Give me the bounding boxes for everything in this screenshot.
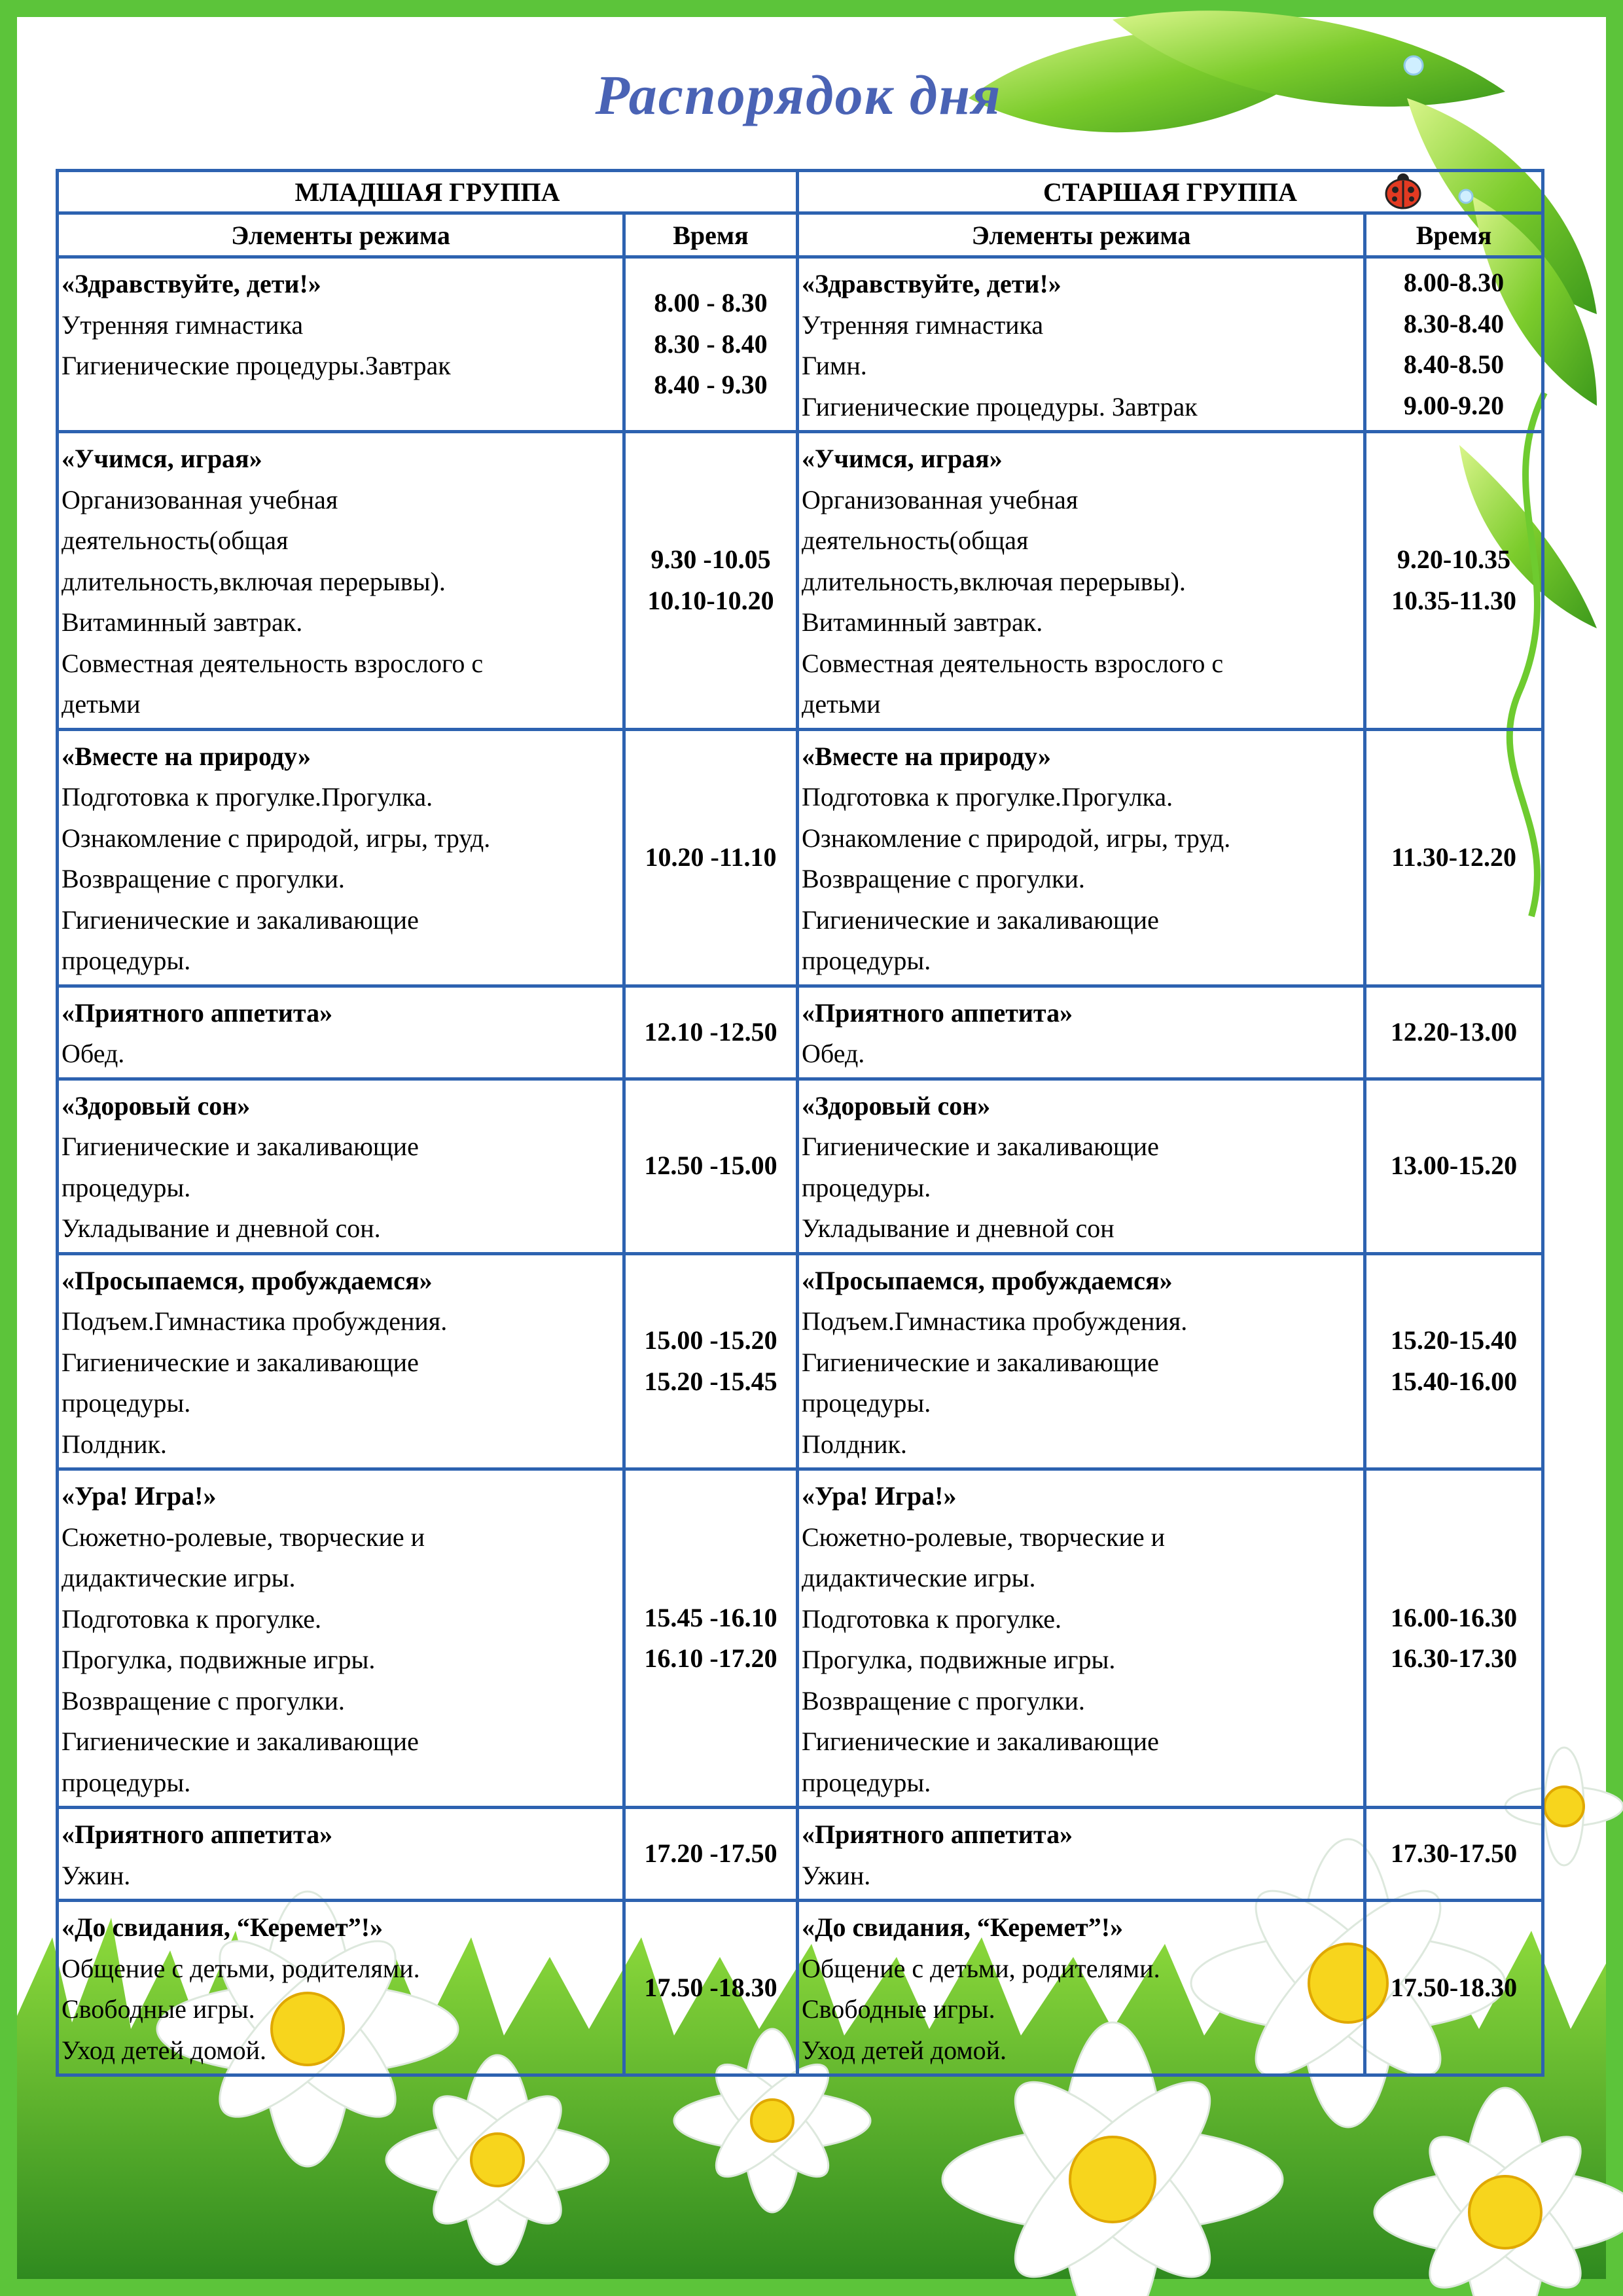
ladybug-icon: [1383, 173, 1423, 209]
activity-line: Гигиенические и закаливающие: [62, 1347, 419, 1377]
senior-time-cell: [1365, 986, 1543, 1079]
activity-heading: «До свидания, “Керемет”!»: [802, 1912, 1124, 1942]
senior-activity-cell: [798, 1469, 1365, 1808]
activity-line: Подъем.Гимнастика пробуждения.: [802, 1306, 1188, 1336]
activity-heading: «Здоровый сон»: [62, 1090, 251, 1121]
junior-time-cell: [624, 729, 798, 986]
junior-activity-cell: [58, 1808, 624, 1901]
time-range: 8.00 - 8.30: [654, 288, 768, 318]
activity-heading: «Вместе на природу»: [62, 741, 312, 771]
activity-line: Гигиенические и закаливающие: [802, 1727, 1159, 1756]
activity-line: Сюжетно-ролевые, творческие и: [62, 1522, 425, 1552]
activity-heading: «Приятного аппетита»: [802, 997, 1073, 1028]
schedule-body: [58, 257, 1543, 2075]
activity-line: Гигиенические и закаливающие: [802, 905, 1159, 935]
activity-line: Подготовка к прогулке.: [62, 1604, 322, 1634]
junior-time-cell: [624, 1079, 798, 1253]
time-range: 10.20 -11.10: [645, 842, 777, 872]
table-row: [58, 257, 1543, 432]
activity-heading: «Здравствуйте, дети!»: [62, 269, 321, 298]
activity-line: дидактические игры.: [62, 1563, 296, 1592]
activity-heading: «Просыпаемся, пробуждаемся»: [62, 1265, 433, 1295]
activity-heading: «Просыпаемся, пробуждаемся»: [802, 1265, 1173, 1295]
senior-activity-cell: [798, 432, 1365, 730]
junior-time-cell: [624, 257, 798, 432]
time-range: 16.10 -17.20: [644, 1643, 777, 1673]
activity-line: Укладывание и дневной сон: [802, 1213, 1115, 1243]
activity-line: детьми: [802, 689, 881, 719]
senior-time-cell: [1365, 729, 1543, 986]
time-range: 12.50 -15.00: [644, 1151, 777, 1181]
activity-line: Гигиенические и закаливающие: [802, 1132, 1159, 1161]
activity-heading: «Учимся, играя»: [802, 444, 1003, 473]
activity-line: Уход детей домой.: [802, 2035, 1007, 2065]
junior-time-cell: [624, 1901, 798, 2075]
time-range: 8.00-8.30: [1403, 268, 1505, 297]
activity-line: Общение с детьми, родителями.: [802, 1953, 1160, 1983]
table-row: [58, 986, 1543, 1079]
activity-line: Уход детей домой.: [62, 2035, 267, 2065]
activity-line: длительность,включая перерывы).: [62, 566, 446, 596]
activity-line: Обед.: [802, 1039, 865, 1068]
activity-line: Витаминный завтрак.: [62, 607, 303, 637]
senior-elements-header: Элементы режима: [798, 213, 1365, 257]
table-row: [58, 1253, 1543, 1469]
junior-time-cell: [624, 1253, 798, 1469]
table-row: [58, 1901, 1543, 2075]
activity-line: Гимн.: [802, 351, 867, 380]
senior-time-cell: [1365, 257, 1543, 432]
activity-heading: «Ура! Игра!»: [62, 1481, 217, 1511]
activity-heading: «До свидания, “Керемет”!»: [62, 1912, 383, 1942]
time-range: 12.10 -12.50: [644, 1016, 777, 1047]
junior-activity-cell: [58, 986, 624, 1079]
activity-line: деятельность(общая: [62, 526, 289, 555]
junior-activity-cell: [58, 729, 624, 986]
activity-line: Совместная деятельность взрослого с: [62, 648, 484, 678]
time-range: 17.30-17.50: [1390, 1839, 1518, 1869]
activity-heading: «Ура! Игра!»: [802, 1481, 957, 1511]
time-range: 15.40-16.00: [1390, 1366, 1518, 1396]
activity-line: Организованная учебная: [802, 484, 1079, 514]
activity-line: Обед.: [62, 1039, 125, 1068]
time-range: 15.20 -15.45: [644, 1366, 777, 1396]
activity-line: процедуры.: [62, 1767, 191, 1797]
activity-line: Ужин.: [802, 1860, 871, 1890]
table-row: [58, 1079, 1543, 1253]
junior-activity-cell: [58, 1469, 624, 1808]
activity-line: процедуры.: [62, 946, 191, 975]
activity-heading: «Приятного аппетита»: [62, 997, 333, 1028]
time-range: 8.40 - 9.30: [654, 370, 768, 400]
activity-line: Гигиенические и закаливающие: [62, 905, 419, 935]
activity-heading: «Приятного аппетита»: [802, 1820, 1073, 1849]
senior-activity-cell: [798, 1253, 1365, 1469]
time-range: 17.50-18.30: [1390, 1972, 1518, 2002]
activity-line: Гигиенические и закаливающие: [62, 1727, 419, 1756]
activity-line: Возвращение с прогулки.: [802, 1685, 1085, 1715]
activity-line: Полдник.: [802, 1429, 907, 1459]
time-range: 15.45 -16.10: [644, 1602, 777, 1632]
senior-time-cell: [1365, 1469, 1543, 1808]
senior-time-cell: [1365, 432, 1543, 730]
time-range: 12.20-13.00: [1390, 1016, 1518, 1047]
activity-line: Ознакомление с природой, игры, труд.: [62, 823, 491, 853]
activity-line: дидактические игры.: [802, 1563, 1036, 1592]
activity-heading: «Вместе на природу»: [802, 741, 1052, 771]
activity-line: Возвращение с прогулки.: [62, 1685, 345, 1715]
activity-heading: «Учимся, играя»: [62, 444, 262, 473]
table-row: [58, 729, 1543, 986]
activity-line: Ужин.: [62, 1860, 131, 1890]
activity-line: процедуры.: [802, 1172, 931, 1202]
activity-line: Гигиенические процедуры. Завтрак: [802, 391, 1198, 422]
table-row: [58, 432, 1543, 730]
senior-time-cell: [1365, 1253, 1543, 1469]
time-range: 10.10-10.20: [647, 585, 774, 615]
time-range: 11.30-12.20: [1391, 842, 1517, 872]
activity-line: Совместная деятельность взрослого с: [802, 648, 1224, 678]
activity-line: Гигиенические процедуры.Завтрак: [62, 351, 451, 380]
table-row: [58, 1808, 1543, 1901]
junior-time-cell: [624, 1469, 798, 1808]
senior-time-cell: [1365, 1079, 1543, 1253]
activity-line: деятельность(общая: [802, 526, 1029, 555]
activity-line: процедуры.: [802, 1388, 931, 1418]
activity-line: процедуры.: [62, 1172, 191, 1202]
senior-activity-cell: [798, 257, 1365, 432]
junior-activity-cell: [58, 1901, 624, 2075]
time-range: 16.00-16.30: [1390, 1602, 1518, 1632]
junior-time-cell: [624, 1808, 798, 1901]
activity-line: Полдник.: [62, 1429, 167, 1459]
junior-time-header: Время: [624, 213, 798, 257]
activity-line: Утренняя гимнастика: [62, 310, 304, 340]
junior-group-header: МЛАДШАЯ ГРУППА: [58, 171, 798, 213]
activity-line: Возвращение с прогулки.: [62, 864, 345, 893]
senior-activity-cell: [798, 986, 1365, 1079]
page-title: Распорядок дня: [595, 63, 1002, 126]
junior-activity-cell: [58, 432, 624, 730]
activity-line: Свободные игры.: [802, 1994, 995, 2024]
junior-elements-header: Элементы режима: [58, 213, 624, 257]
time-range: 16.30-17.30: [1390, 1643, 1518, 1673]
activity-line: Свободные игры.: [62, 1994, 255, 2024]
activity-line: Сюжетно-ролевые, творческие и: [802, 1522, 1166, 1552]
group-header-row: [58, 171, 1543, 213]
senior-activity-cell: [798, 1808, 1365, 1901]
time-range: 15.00 -15.20: [644, 1325, 777, 1355]
schedule-table: [56, 169, 1544, 2077]
activity-line: Возвращение с прогулки.: [802, 864, 1085, 893]
activity-line: детьми: [62, 689, 141, 719]
time-range: 13.00-15.20: [1390, 1151, 1518, 1181]
time-range: 8.30-8.40: [1403, 308, 1505, 338]
activity-line: Гигиенические и закаливающие: [802, 1347, 1159, 1377]
activity-line: процедуры.: [802, 946, 931, 975]
senior-time-cell: [1365, 1901, 1543, 2075]
activity-line: Подготовка к прогулке.Прогулка.: [62, 782, 433, 812]
activity-line: Ознакомление с природой, игры, труд.: [802, 823, 1231, 853]
time-range: 8.40-8.50: [1403, 350, 1505, 379]
junior-activity-cell: [58, 1079, 624, 1253]
senior-activity-cell: [798, 1079, 1365, 1253]
activity-line: процедуры.: [802, 1767, 931, 1797]
activity-line: Укладывание и дневной сон.: [62, 1213, 381, 1243]
senior-activity-cell: [798, 729, 1365, 986]
time-range: 10.35-11.30: [1391, 585, 1517, 615]
senior-group-header: СТАРШАЯ ГРУППА: [798, 171, 1543, 213]
table-row: [58, 1469, 1543, 1808]
activity-line: Утренняя гимнастика: [802, 310, 1044, 340]
time-range: 8.30 - 8.40: [654, 329, 768, 359]
junior-time-cell: [624, 432, 798, 730]
activity-heading: «Приятного аппетита»: [62, 1820, 333, 1849]
activity-line: Подъем.Гимнастика пробуждения.: [62, 1306, 448, 1336]
activity-heading: «Здравствуйте, дети!»: [802, 269, 1061, 298]
junior-time-cell: [624, 986, 798, 1079]
activity-line: Общение с детьми, родителями.: [62, 1953, 420, 1983]
time-range: 15.20-15.40: [1390, 1325, 1518, 1355]
time-range: 9.20-10.35: [1397, 545, 1511, 575]
time-range: 9.30 -10.05: [651, 545, 771, 575]
activity-line: Подготовка к прогулке.: [802, 1604, 1062, 1634]
activity-line: Организованная учебная: [62, 484, 338, 514]
activity-line: Гигиенические и закаливающие: [62, 1132, 419, 1161]
senior-activity-cell: [798, 1901, 1365, 2075]
junior-activity-cell: [58, 257, 624, 432]
activity-line: процедуры.: [62, 1388, 191, 1418]
activity-line: Витаминный завтрак.: [802, 607, 1043, 637]
activity-line: Прогулка, подвижные игры.: [62, 1645, 376, 1674]
activity-line: длительность,включая перерывы).: [802, 566, 1186, 596]
senior-time-cell: [1365, 1808, 1543, 1901]
column-header-row: [58, 213, 1543, 257]
activity-heading: «Здоровый сон»: [802, 1090, 991, 1121]
time-range: 17.50 -18.30: [644, 1972, 777, 2002]
time-range: 17.20 -17.50: [644, 1839, 777, 1869]
junior-activity-cell: [58, 1253, 624, 1469]
activity-line: Подготовка к прогулке.Прогулка.: [802, 782, 1173, 812]
senior-time-header: Время: [1365, 213, 1543, 257]
activity-line: Прогулка, подвижные игры.: [802, 1645, 1116, 1674]
time-range: 9.00-9.20: [1403, 390, 1505, 420]
